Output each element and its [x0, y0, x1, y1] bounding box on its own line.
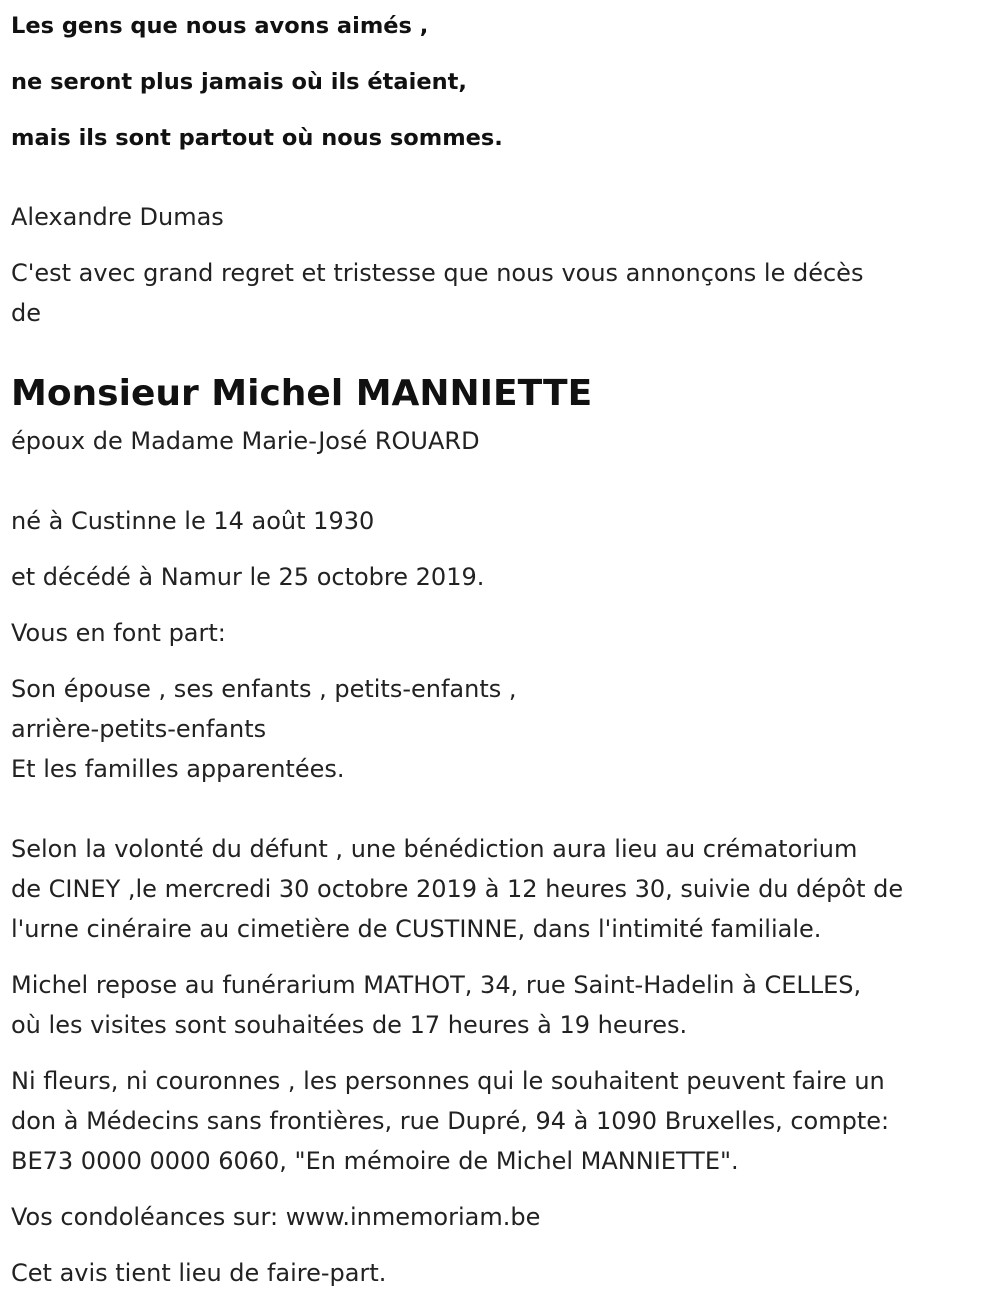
announcers-line-3: Et les familles apparentées. [11, 755, 345, 783]
announcers-intro: Vous en font part: [11, 619, 226, 647]
donations-line-1: Ni fleurs, ni couronnes , les personnes qui le souhaitent peuvent faire un [11, 1067, 885, 1095]
donations-line-2: don à Médecins sans frontières, rue Dupré, 94 à 1090 Bruxelles, compte: [11, 1107, 890, 1135]
quote-line-3: mais ils sont partout où nous sommes. [11, 125, 503, 151]
announcers-line-1: Son épouse , ses enfants , petits-enfants , [11, 675, 517, 703]
quote-line-2: ne seront plus jamais où ils étaient, [11, 69, 467, 95]
closing-line: Cet avis tient lieu de faire-part. [11, 1259, 387, 1287]
ceremony-line-3: l'urne cinéraire au cimetière de CUSTINNE, dans l'intimité familiale. [11, 915, 822, 943]
spouse-line: époux de Madame Marie-José ROUARD [11, 427, 480, 455]
deceased-name: Monsieur Michel MANNIETTE [11, 373, 593, 414]
intro-line-1: C'est avec grand regret et tristesse que nous vous annonçons le décès [11, 259, 864, 287]
quote-line-1: Les gens que nous avons aimés , [11, 13, 429, 39]
announcers-line-2: arrière-petits-enfants [11, 715, 267, 743]
visitation-line-2: où les visites sont souhaitées de 17 heures à 19 heures. [11, 1011, 688, 1039]
death-line: et décédé à Namur le 25 octobre 2019. [11, 563, 485, 591]
ceremony-line-1: Selon la volonté du défunt , une bénédiction aura lieu au crématorium [11, 835, 858, 863]
condolences-line: Vos condoléances sur: www.inmemoriam.be [11, 1203, 541, 1231]
quote-author: Alexandre Dumas [11, 203, 224, 231]
visitation-line-1: Michel repose au funérarium MATHOT, 34, rue Saint-Hadelin à CELLES, [11, 971, 862, 999]
intro-line-2: de [11, 299, 41, 327]
ceremony-line-2: de CINEY ,le mercredi 30 octobre 2019 à 12 heures 30, suivie du dépôt de [11, 875, 904, 903]
donations-line-3: BE73 0000 0000 6060, "En mémoire de Michel MANNIETTE". [11, 1147, 739, 1175]
birth-line: né à Custinne le 14 août 1930 [11, 507, 375, 535]
